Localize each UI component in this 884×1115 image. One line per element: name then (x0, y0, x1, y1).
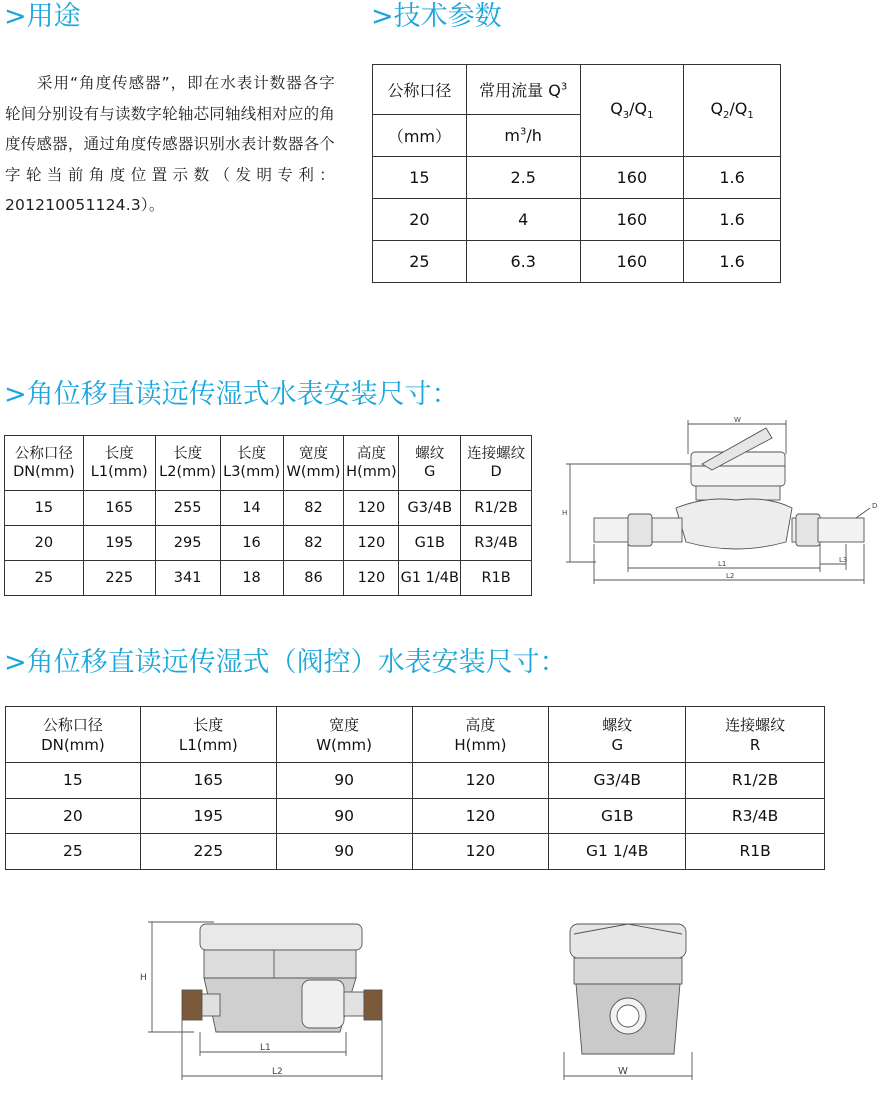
table-cell: R1/2B (461, 491, 532, 526)
label-d: D (872, 502, 878, 510)
column-header (276, 707, 412, 763)
column-header-line: 长度 (104, 446, 134, 462)
table-cell: G1B (399, 526, 461, 561)
install-dims-header-row (5, 436, 532, 491)
column-header (399, 436, 461, 491)
valve-install-dims-body (6, 763, 825, 870)
table-cell: 90 (276, 798, 412, 834)
table-cell: 14 (220, 491, 283, 526)
table-cell: 225 (83, 561, 155, 596)
label-l2: L2 (726, 572, 735, 580)
column-header (283, 436, 344, 491)
table-cell: 82 (283, 491, 344, 526)
table-row (373, 241, 781, 283)
table-cell: 90 (276, 834, 412, 870)
table-cell: 20 (373, 199, 467, 241)
table-cell: 195 (83, 526, 155, 561)
column-header-line: G (424, 464, 436, 480)
column-header-line: H(mm) (346, 464, 397, 480)
column-header (686, 707, 825, 763)
valve-install-dims-heading: >角位移直读远传湿式（阀控）水表安装尺寸： (4, 647, 567, 678)
label-l1-2: L1 (260, 1043, 271, 1053)
table-cell: 18 (220, 561, 283, 596)
table-cell: 16 (220, 526, 283, 561)
table-cell: R1B (461, 561, 532, 596)
table-cell: 1.6 (684, 241, 781, 283)
label-l3: L3 (839, 556, 848, 564)
table-cell: G3/4B (549, 763, 686, 799)
table-cell: 120 (412, 763, 549, 799)
table-cell: 25 (373, 241, 467, 283)
table-row (6, 763, 825, 799)
table-row (373, 199, 781, 241)
column-header (5, 436, 84, 491)
column-header-line: 高度 (465, 715, 496, 734)
table-cell: 1.6 (684, 157, 781, 199)
table-cell: R3/4B (461, 526, 532, 561)
table-cell: R1B (686, 834, 825, 870)
header-flow-unit: $m^3/h$ (466, 115, 580, 157)
table-cell: 341 (155, 561, 220, 596)
column-header (461, 436, 532, 491)
table-cell: 120 (344, 491, 399, 526)
column-header-line: D (490, 464, 502, 480)
column-header-line: 长度 (237, 446, 267, 462)
column-header-line: 长度 (173, 446, 203, 462)
table-cell: R3/4B (686, 798, 825, 834)
install-dims-heading: >角位移直读远传湿式水表安装尺寸： (4, 379, 459, 410)
table-cell: G1 1/4B (549, 834, 686, 870)
table-cell: R1/2B (686, 763, 825, 799)
column-header (344, 436, 399, 491)
column-header-line: 连接螺纹 (467, 446, 526, 462)
column-header-line: 宽度 (298, 446, 328, 462)
table-cell: 160 (580, 157, 684, 199)
tech-params-body (373, 157, 781, 283)
column-header-line: 宽度 (329, 715, 360, 734)
column-header-line: W(mm) (286, 464, 341, 480)
column-header (6, 707, 141, 763)
column-header-line: W(mm) (316, 735, 372, 754)
table-cell: 160 (580, 199, 684, 241)
column-header (83, 436, 155, 491)
column-header-line: L2(mm) (159, 464, 217, 480)
table-cell: 120 (412, 834, 549, 870)
table-cell: 15 (5, 491, 84, 526)
column-header-line: 公称口径 (14, 446, 73, 462)
table-cell: 2.5 (466, 157, 580, 199)
column-header-line: DN(mm) (41, 735, 105, 754)
header-q3-q1: $Q_3/Q_1$ (580, 65, 684, 157)
table-row (5, 526, 532, 561)
table-cell: 15 (6, 763, 141, 799)
table-cell: 15 (373, 157, 467, 199)
column-header (140, 707, 276, 763)
column-header-line: L1(mm) (178, 735, 238, 754)
table-cell: 90 (276, 763, 412, 799)
table-row (5, 491, 532, 526)
table-cell: G1 1/4B (399, 561, 461, 596)
column-header (155, 436, 220, 491)
label-w: W (734, 416, 741, 424)
header-dn-unit: （mm） (373, 115, 467, 157)
table-cell: 4 (466, 199, 580, 241)
table-cell: 160 (580, 241, 684, 283)
table-cell: 6.3 (466, 241, 580, 283)
usage-description: 采用“角度传感器”，即在水表计数器各字轮间分别设有与读数字轮轴芯同轴线相对应的角度传感器，通过角度传感器识别水表计数器各个字轮当前角度位置示数（发明专利：201210051124.3）。 (5, 74, 335, 214)
table-cell: 20 (5, 526, 84, 561)
table-cell: 20 (6, 798, 141, 834)
install-dims-body (5, 491, 532, 596)
table-cell: 86 (283, 561, 344, 596)
table-cell: G3/4B (399, 491, 461, 526)
column-header-line: 螺纹 (415, 446, 445, 462)
column-header-line: L3(mm) (223, 464, 280, 480)
header-dn: 公称口径 (373, 65, 467, 115)
table-cell: 120 (344, 561, 399, 596)
table-cell: 1.6 (684, 199, 781, 241)
column-header-line: 公称口径 (42, 715, 103, 734)
label-l1: L1 (718, 560, 727, 568)
table-cell: 295 (155, 526, 220, 561)
tech-params-heading: >技术参数 (371, 1, 502, 32)
column-header-line: 长度 (193, 715, 224, 734)
valve-install-dims-header-row (6, 707, 825, 763)
column-header-line: R (749, 735, 761, 754)
table-row (6, 834, 825, 870)
column-header-line: G (611, 735, 624, 754)
label-l2-2: L2 (272, 1067, 283, 1077)
table-row (6, 798, 825, 834)
column-header-line: L1(mm) (90, 464, 148, 480)
column-header-line: DN(mm) (13, 464, 75, 480)
column-header-line: 螺纹 (602, 715, 633, 734)
table-cell: 165 (140, 763, 276, 799)
column-header-line: 连接螺纹 (725, 715, 786, 734)
column-header (549, 707, 686, 763)
label-h: H (562, 509, 568, 517)
table-cell: 225 (140, 834, 276, 870)
table-cell: 195 (140, 798, 276, 834)
column-header-line: 高度 (356, 446, 386, 462)
header-flow: 常用流量 $Q^3$ (466, 65, 580, 115)
table-cell: 25 (5, 561, 84, 596)
header-q2-q1: $Q_2/Q_1$ (684, 65, 781, 157)
label-w-2: W (618, 1066, 628, 1077)
table-cell: 120 (344, 526, 399, 561)
table-row (373, 157, 781, 199)
column-header (220, 436, 283, 491)
tech-params-table (372, 64, 781, 283)
install-dims-table (4, 435, 532, 596)
table-cell: G1B (549, 798, 686, 834)
label-h-2: H (140, 973, 147, 983)
usage-heading: >用途 (4, 1, 81, 32)
table-cell: 165 (83, 491, 155, 526)
column-header-line: H(mm) (454, 735, 507, 754)
table-cell: 25 (6, 834, 141, 870)
column-header (412, 707, 549, 763)
table-cell: 255 (155, 491, 220, 526)
meter-side-view-drawing (556, 414, 880, 590)
table-row (5, 561, 532, 596)
table-cell: 120 (412, 798, 549, 834)
valve-install-dims-table (5, 706, 825, 870)
valve-meter-front-drawing (552, 912, 698, 1088)
valve-meter-side-drawing (134, 914, 396, 1086)
table-cell: 82 (283, 526, 344, 561)
